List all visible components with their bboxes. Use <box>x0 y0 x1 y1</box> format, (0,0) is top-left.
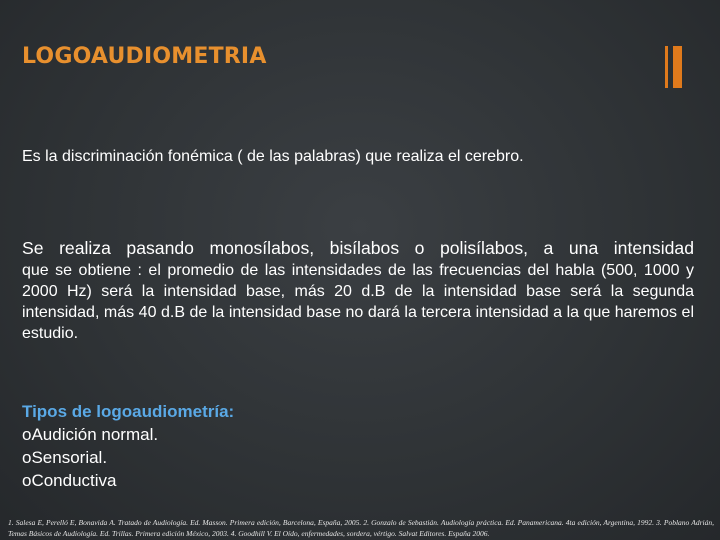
types-title: Tipos de logoaudiometría: <box>22 402 235 421</box>
types-item-conductiva: oConductiva <box>22 471 117 490</box>
types-item-sensorial: oSensorial. <box>22 448 108 467</box>
types-list <box>22 400 234 492</box>
accent-bar-thin <box>665 46 668 88</box>
types-item-normal: oAudición normal. <box>22 425 159 444</box>
slide-title: LOGOAUDIOMETRIA <box>22 44 267 69</box>
accent-bar-thick <box>673 46 682 88</box>
procedure-paragraph <box>22 236 694 344</box>
procedure-lead: Se realiza pasando monosílabos, bisílabos o polisílabos, a una intensidad <box>22 238 694 258</box>
definition-paragraph: Es la discriminación fonémica ( de las palabras) que realiza el cerebro. <box>22 148 524 165</box>
references: 1. Salesa E, Perelló E, Bonavida A. Tratado de Audiología. Ed. Masson. Primera edición, Barcelona, España, 2005. 2. Gonzalo de Sebastián. Audiología práctica. Ed. Panamericana. 4ta edición, Argentina, 1992. 3. Poblano Adrián, Temas Básicos de Audiología. Ed. Trillas. Primera edición México, 2003. 4. Goodhill V. El Oído, enfermedades, sordera, vértigo. Salvat Editores. España 2006. <box>8 518 714 538</box>
procedure-body: que se obtiene : el promedio de las intensidades de las frecuencias del habla (500, 1000 y 2000 Hz) será la intensidad base, más 20 d.B de la intensidad base será la segunda intensidad, más 40 d.B de la intensidad base no dará la tercera intensidad a la que haremos el estudio. <box>22 262 694 342</box>
